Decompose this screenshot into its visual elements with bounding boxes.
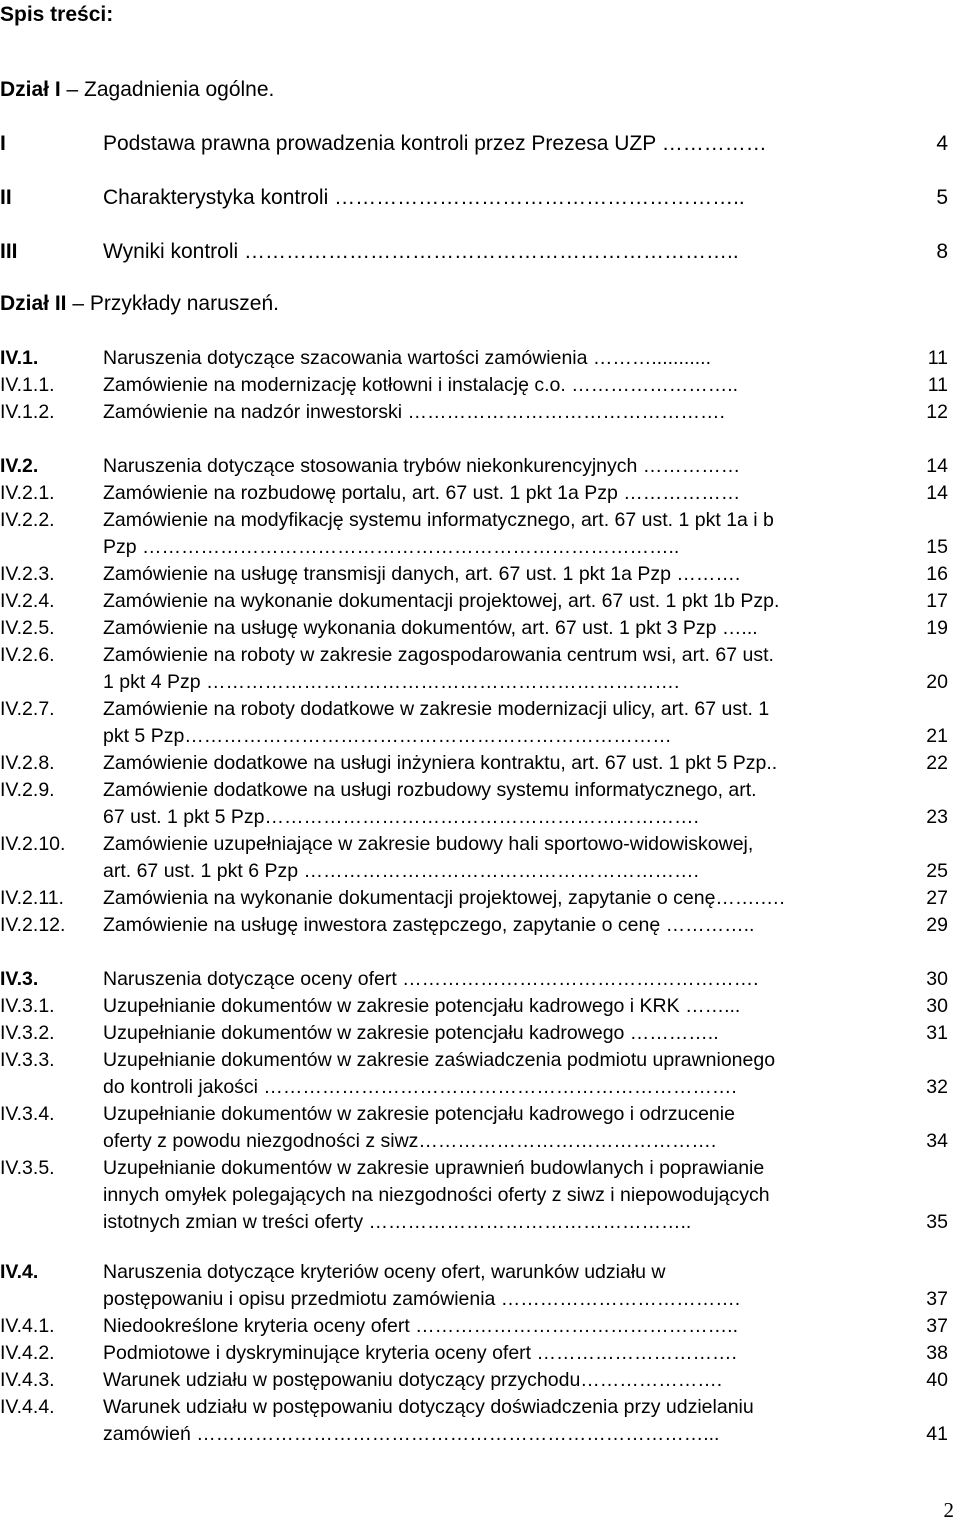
- toc-entry-page: 37: [926, 1315, 948, 1337]
- toc-entry-number: IV.3.2.: [0, 1022, 55, 1044]
- toc-entry-page: 15: [926, 536, 948, 558]
- toc-entry-page: 16: [926, 563, 948, 585]
- section-heading-text: – Przykłady naruszeń.: [72, 292, 279, 315]
- toc-entry: [0, 912, 948, 938]
- toc-entry-title: do kontroli jakości ……………………………………………………………….: [103, 1076, 737, 1098]
- toc-entry-page: 19: [926, 617, 948, 639]
- toc-entry-title: 1 pkt 4 Pzp ……………………………………………………………….: [103, 671, 680, 693]
- toc-entry-title: Zamówienia na wykonanie dokumentacji projektowej, zapytanie o cenę…….….: [103, 887, 785, 909]
- toc-entry-number: I: [0, 132, 6, 155]
- toc-entry-page: 37: [926, 1288, 948, 1310]
- toc-entry-number: IV.4.1.: [0, 1315, 55, 1337]
- toc-entry-page: 34: [926, 1130, 948, 1152]
- toc-entry-title: Uzupełnianie dokumentów w zakresie potencjału kadrowego i KRK ……...: [103, 995, 741, 1017]
- toc-entry-title: Naruszenia dotyczące szacowania wartości zamówienia ………...........: [103, 347, 711, 369]
- toc-entry-number: IV.2.2.: [0, 509, 55, 531]
- toc-entry: [0, 507, 948, 533]
- toc-entry-page: 12: [926, 401, 948, 423]
- toc-entry: [0, 1259, 948, 1285]
- toc-entry-title: Zamówienie na modyfikację systemu informatycznego, art. 67 ust. 1 pkt 1a i b: [103, 509, 774, 531]
- toc-entry-page: 40: [926, 1369, 948, 1391]
- toc-entry: [0, 777, 948, 803]
- toc-entry-number: IV.3.3.: [0, 1049, 55, 1071]
- toc-entry-title: Uzupełnianie dokumentów w zakresie uprawnień budowlanych i poprawianie: [103, 1157, 765, 1179]
- toc-entry-number: IV.2.10.: [0, 833, 66, 855]
- toc-entry: [0, 453, 948, 479]
- toc-entry-title: Zamówienie na wykonanie dokumentacji projektowej, art. 67 ust. 1 pkt 1b Pzp.: [103, 590, 780, 612]
- toc-entry-number: IV.1.2.: [0, 401, 55, 423]
- toc-entry-title: Wyniki kontroli ……………………………………………………………..: [103, 240, 739, 263]
- toc-entry-page: 11: [927, 347, 948, 369]
- toc-entry-number: IV.2.6.: [0, 644, 55, 666]
- toc-entry-title: postępowaniu i opisu przedmiotu zamówienia ……………………………….: [103, 1288, 741, 1310]
- toc-entry: [0, 345, 948, 371]
- toc-entry-page: 14: [926, 482, 948, 504]
- section-heading-dzial-2: [0, 291, 279, 317]
- toc-entry-title: Zamówienie na usługę transmisji danych, art. 67 ust. 1 pkt 1a Pzp ……….: [103, 563, 741, 585]
- toc-entry-number: IV.2.3.: [0, 563, 55, 585]
- toc-entry-number: IV.4.2.: [0, 1342, 55, 1364]
- toc-entry: [0, 831, 948, 857]
- toc-entry-title: Naruszenia dotyczące kryteriów oceny ofert, warunków udziału w: [103, 1261, 666, 1283]
- toc-entry-title: Zamówienie dodatkowe na usługi inżyniera kontraktu, art. 67 ust. 1 pkt 5 Pzp..: [103, 752, 778, 774]
- toc-entry: [0, 399, 948, 425]
- toc-entry: [0, 642, 948, 668]
- toc-entry-number: II: [0, 186, 12, 209]
- toc-entry-title: Zamówienie na modernizację kotłowni i instalację c.o. ……………………..: [103, 374, 739, 396]
- toc-entry: [0, 1047, 948, 1073]
- toc-entry-page: 32: [926, 1076, 948, 1098]
- toc-entry: [0, 1074, 948, 1100]
- toc-entry: [0, 750, 948, 776]
- toc-entry-title: Zamówienie na roboty dodatkowe w zakresie modernizacji ulicy, art. 67 ust. 1: [103, 698, 770, 720]
- toc-entry-page: 8: [936, 240, 948, 263]
- toc-entry-title: Zamówienie dodatkowe na usługi rozbudowy systemu informatycznego, art.: [103, 779, 757, 801]
- toc-entry: [0, 561, 948, 587]
- toc-entry-title: Charakterystyka kontroli …………………………………………………..: [103, 186, 745, 209]
- toc-entry-page: 30: [926, 968, 948, 990]
- toc-entry-number: IV.1.: [0, 347, 39, 369]
- toc-entry: [0, 1209, 948, 1235]
- toc-entry-page: 25: [926, 860, 948, 882]
- toc-entry-page: 31: [926, 1022, 948, 1044]
- toc-entry-number: IV.2.: [0, 455, 39, 477]
- toc-entry-page: 27: [926, 887, 948, 909]
- section-heading-label: Dział I: [0, 78, 61, 101]
- toc-entry: [0, 993, 948, 1019]
- toc-entry-page: 5: [936, 186, 948, 209]
- toc-entry-title: 67 ust. 1 pkt 5 Pzp………………………………………………………….: [103, 806, 699, 828]
- toc-entry-page: 11: [927, 374, 948, 396]
- toc-entry: [0, 588, 948, 614]
- toc-entry: [0, 131, 948, 157]
- toc-entry: [0, 1155, 948, 1181]
- section-heading-text: – Zagadnienia ogólne.: [66, 78, 275, 101]
- toc-entry-title: Zamówienie na usługę inwestora zastępczego, zapytanie o cenę …………..: [103, 914, 755, 936]
- toc-entry: [0, 1367, 948, 1393]
- toc-entry-title: Podstawa prawna prowadzenia kontroli przez Prezesa UZP ……………: [103, 132, 767, 155]
- toc-entry-number: IV.2.12.: [0, 914, 66, 936]
- toc-entry-number: IV.1.1.: [0, 374, 55, 396]
- toc-entry-number: IV.2.9.: [0, 779, 55, 801]
- toc-entry-number: III: [0, 240, 18, 263]
- toc-entry-number: IV.4.3.: [0, 1369, 55, 1391]
- toc-entry-title: Naruszenia dotyczące oceny ofert ……………………………………………….: [103, 968, 759, 990]
- section-heading-label: Dział II: [0, 292, 67, 315]
- toc-entry-title: Uzupełnianie dokumentów w zakresie potencjału kadrowego i odrzucenie: [103, 1103, 735, 1125]
- toc-entry-number: IV.3.: [0, 968, 39, 990]
- toc-entry-title: Uzupełnianie dokumentów w zakresie zaświadczenia podmiotu uprawnionego: [103, 1049, 776, 1071]
- toc-entry-number: IV.2.1.: [0, 482, 55, 504]
- toc-entry-title: zamówień ……………………………………………………………………...: [103, 1423, 720, 1445]
- toc-entry: [0, 372, 948, 398]
- toc-entry-title: Uzupełnianie dokumentów w zakresie potencjału kadrowego …………..: [103, 1022, 719, 1044]
- toc-entry-number: IV.3.5.: [0, 1157, 55, 1179]
- toc-entry: [0, 804, 948, 830]
- toc-entry: [0, 1020, 948, 1046]
- toc-entry-title: Pzp ………………………………………………………………………..: [103, 536, 680, 558]
- toc-entry-page: 30: [926, 995, 948, 1017]
- toc-entry-page: 22: [926, 752, 948, 774]
- toc-entry: [0, 1340, 948, 1366]
- toc-entry-number: IV.2.8.: [0, 752, 55, 774]
- toc-entry-number: IV.3.1.: [0, 995, 55, 1017]
- toc-entry-title: Warunek udziału w postępowaniu dotyczący doświadczenia przy udzielaniu: [103, 1396, 754, 1418]
- toc-entry-title: Zamówienie na rozbudowę portalu, art. 67 ust. 1 pkt 1a Pzp ………………: [103, 482, 741, 504]
- toc-entry-page: 20: [926, 671, 948, 693]
- toc-entry-title: innych omyłek polegających na niezgodności oferty z siwz i niepowodujących: [103, 1184, 770, 1206]
- toc-entry-title: pkt 5 Pzp…………………………………………………………………: [103, 725, 672, 747]
- toc-entry-number: IV.4.4.: [0, 1396, 55, 1418]
- toc-entry-number: IV.4.: [0, 1261, 39, 1283]
- toc-entry-title: Naruszenia dotyczące stosowania trybów niekonkurencyjnych ……………: [103, 455, 741, 477]
- toc-entry-title: Zamówienie na usługę wykonania dokumentów, art. 67 ust. 1 pkt 3 Pzp …...: [103, 617, 758, 639]
- toc-entry: [0, 1182, 948, 1208]
- toc-entry-title: Podmiotowe i dyskryminujące kryteria oceny ofert ………………………….: [103, 1342, 737, 1364]
- toc-entry-title: oferty z powodu niezgodności z siwz……………………………………….: [103, 1130, 717, 1152]
- toc-entry-page: 17: [926, 590, 948, 612]
- toc-entry: [0, 966, 948, 992]
- toc-entry: [0, 615, 948, 641]
- toc-entry-title: art. 67 ust. 1 pkt 6 Pzp …………………………………………………….: [103, 860, 699, 882]
- toc-entry-page: 29: [926, 914, 948, 936]
- toc-entry: [0, 534, 948, 560]
- toc-entry-page: 23: [926, 806, 948, 828]
- toc-entry: [0, 1421, 948, 1447]
- toc-entry-number: IV.2.5.: [0, 617, 55, 639]
- toc-entry-number: IV.2.7.: [0, 698, 55, 720]
- toc-title: Spis treści:: [0, 3, 114, 26]
- toc-entry-title: Zamówienie uzupełniające w zakresie budowy hali sportowo-widowiskowej,: [103, 833, 754, 855]
- toc-entry-title: Zamówienie na roboty w zakresie zagospodarowania centrum wsi, art. 67 ust.: [103, 644, 774, 666]
- toc-entry: [0, 858, 948, 884]
- toc-entry-number: IV.2.4.: [0, 590, 55, 612]
- toc-entry-page: 41: [926, 1423, 948, 1445]
- page-number: 2: [943, 1498, 954, 1522]
- toc-entry-title: Niedookreślone kryteria oceny ofert …………………………………………..: [103, 1315, 738, 1337]
- toc-entry: [0, 239, 948, 265]
- toc-entry-page: 35: [926, 1211, 948, 1233]
- toc-entry: [0, 885, 948, 911]
- toc-entry: [0, 696, 948, 722]
- toc-entry-number: IV.2.11.: [0, 887, 64, 909]
- toc-entry-title: Warunek udziału w postępowaniu dotyczący przychodu………………….: [103, 1369, 723, 1391]
- toc-entry: [0, 1313, 948, 1339]
- toc-entry-page: 38: [926, 1342, 948, 1364]
- toc-entry: [0, 1394, 948, 1420]
- toc-entry-page: 4: [936, 132, 948, 155]
- toc-entry: [0, 1101, 948, 1127]
- section-heading-dzial-1: [0, 77, 274, 103]
- toc-entry: [0, 1286, 948, 1312]
- toc-entry-page: 14: [926, 455, 948, 477]
- toc-entry: [0, 1128, 948, 1154]
- toc-entry-page: 21: [926, 725, 948, 747]
- toc-entry: [0, 669, 948, 695]
- toc-entry: [0, 480, 948, 506]
- toc-entry: [0, 185, 948, 211]
- toc-entry-title: istotnych zmian w treści oferty …………………………………………..: [103, 1211, 692, 1233]
- toc-entry-title: Zamówienie na nadzór inwestorski ………………………………………….: [103, 401, 725, 423]
- toc-entry: [0, 723, 948, 749]
- toc-entry-number: IV.3.4.: [0, 1103, 55, 1125]
